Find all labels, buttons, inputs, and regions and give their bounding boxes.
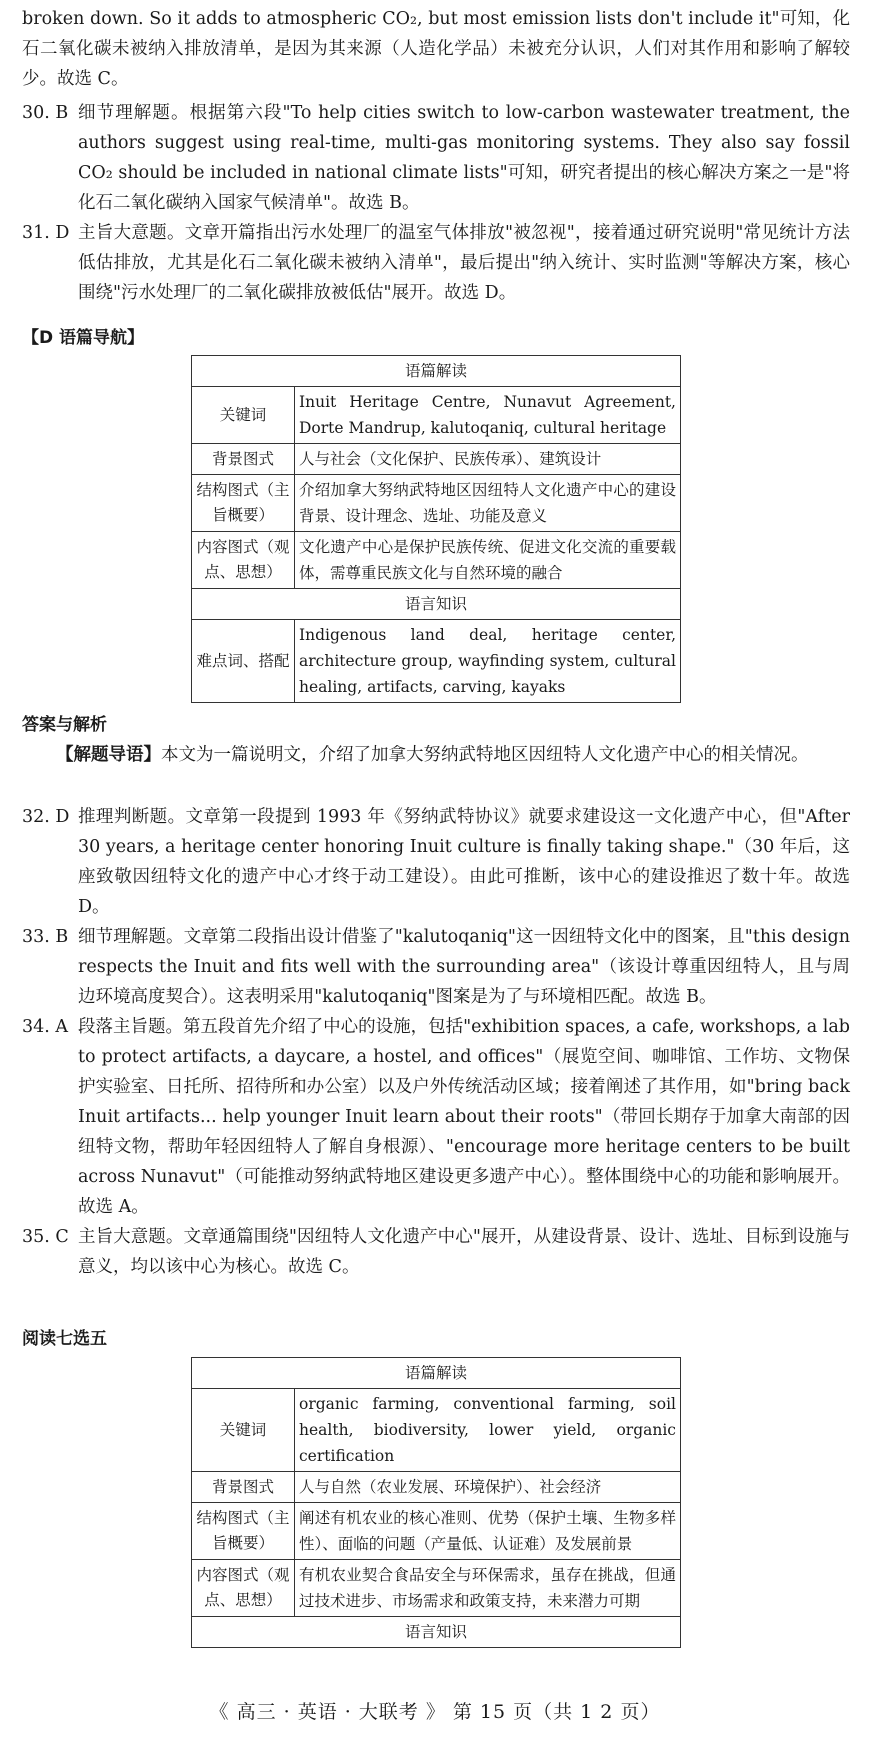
row-content: 文化遗产中心是保护民族传统、促进文化交流的重要载体，需尊重民族文化与自然环境的融合 bbox=[295, 532, 681, 589]
answer-number: 30. B bbox=[22, 103, 69, 123]
row-label: 背景图式 bbox=[192, 1472, 295, 1503]
row-content: organic farming, conventional farming, soil health, biodiversity, lower yield, organic certification bbox=[295, 1389, 681, 1472]
row-content: 人与社会（文化保护、民族传承）、建筑设计 bbox=[295, 444, 681, 475]
answer-text: 推理判断题。文章第一段提到 1993 年《努纳武特协议》就要求建设这一文化遗产中心，但"After 30 years, a heritage center honoring Inuit culture is finally taking shape."（30 年后，这座致敬因纽特文化的遗产中心才终于动工建设）。由此可推断，该中心的建设推迟了数十年。故选 D。 bbox=[78, 807, 850, 917]
answer-text: 主旨大意题。文章开篇指出污水处理厂的温室气体排放"被忽视"，接着通过研究说明"常见统计方法低估排放，尤其是化石二氧化碳未被纳入清单"，最后提出"纳入统计、实时监测"等解决方案，核心围绕"污水处理厂的二氧化碳排放被低估"展开。故选 D。 bbox=[78, 223, 850, 303]
table-row bbox=[192, 1472, 681, 1503]
answer-item-32 bbox=[22, 802, 850, 922]
table-row bbox=[192, 1560, 681, 1617]
answer-number: 34. A bbox=[22, 1017, 69, 1037]
table-subtitle: 语言知识 bbox=[192, 589, 681, 620]
answer-item-35 bbox=[22, 1222, 850, 1282]
row-content: Inuit Heritage Centre, Nunavut Agreement, Dorte Mandrup, kalutoqaniq, cultural heritage bbox=[295, 387, 681, 444]
table-row bbox=[192, 1389, 681, 1472]
answers-30-31 bbox=[22, 98, 850, 308]
row-label: 关键词 bbox=[192, 387, 295, 444]
table-title: 语篇解读 bbox=[192, 1358, 681, 1389]
top-continuation bbox=[22, 4, 850, 94]
table-row bbox=[192, 444, 681, 475]
answer-text: 主旨大意题。文章通篇围绕"因纽特人文化遗产中心"展开，从建设背景、设计、选址、目标到设施与意义，均以该中心为核心。故选 C。 bbox=[78, 1227, 850, 1277]
table-subtitle: 语言知识 bbox=[192, 1617, 681, 1648]
answer-number: 31. D bbox=[22, 223, 70, 243]
answer-number: 32. D bbox=[22, 807, 70, 827]
guide-text: 本文为一篇说明文，介绍了加拿大努纳武特地区因纽特人文化遗产中心的相关情况。 bbox=[161, 745, 809, 765]
row-label: 结构图式（主旨概要） bbox=[192, 1503, 295, 1560]
continuation-paragraph: broken down. So it adds to atmospheric CO₂, but most emission lists don't include it"可知，化石二氧化碳未被纳入排放清单，是因为其来源（人造化学品）未被充分认识，人们对其作用和影响了解较少。故选 C。 bbox=[22, 9, 850, 89]
discourse-table-seven bbox=[191, 1357, 681, 1648]
row-content: 人与自然（农业发展、环境保护）、社会经济 bbox=[295, 1472, 681, 1503]
guide-label: 【解题导语】 bbox=[56, 745, 161, 765]
row-content: Indigenous land deal, heritage center, architecture group, wayfinding system, cultural healing, artifacts, carving, kayaks bbox=[295, 620, 681, 703]
answer-text: 段落主旨题。第五段首先介绍了中心的设施，包括"exhibition spaces, a cafe, workshops, a lab to protect artifacts, a daycare, a hostel, and offices"（展览空间、咖啡馆、工作坊、文物保护实验室、日托所、招待所和办公室）以及户外传统活动区域；接着阐述了其作用，如"bring back Inuit artifacts... help younger Inuit learn about their roots"（带回长期存于加拿大南部的因纽特文物，帮助年轻因纽特人了解自身根源）、"encourage more heritage centers to be built across Nunavut"（可能推动努纳武特地区建设更多遗产中心）。整体围绕中心的功能和影响展开。故选 A。 bbox=[78, 1017, 850, 1217]
answer-number: 33. B bbox=[22, 927, 69, 947]
seven-choose-five-heading: 阅读七选五 bbox=[22, 1329, 107, 1349]
table-row bbox=[192, 475, 681, 532]
table-row bbox=[192, 387, 681, 444]
row-label: 结构图式（主旨概要） bbox=[192, 475, 295, 532]
table-row bbox=[192, 532, 681, 589]
row-label: 关键词 bbox=[192, 1389, 295, 1472]
answer-item-33 bbox=[22, 922, 850, 1012]
row-content: 介绍加拿大努纳武特地区因纽特人文化遗产中心的建设背景、设计理念、选址、功能及意义 bbox=[295, 475, 681, 532]
row-label: 内容图式（观点、思想） bbox=[192, 1560, 295, 1617]
answer-number: 35. C bbox=[22, 1227, 69, 1247]
guide-paragraph bbox=[22, 740, 850, 770]
answer-text: 细节理解题。根据第六段"To help cities switch to low-carbon wastewater treatment, the authors suggest using real-time, multi-gas monitoring systems. They also say fossil CO₂ should be included in national climate lists"可知，研究者提出的核心解决方案之一是"将化石二氧化碳纳入国家气候清单"。故选 B。 bbox=[78, 103, 850, 213]
table-title: 语篇解读 bbox=[192, 356, 681, 387]
answers-heading: 答案与解析 bbox=[22, 715, 107, 735]
row-label: 内容图式（观点、思想） bbox=[192, 532, 295, 589]
table-row bbox=[192, 620, 681, 703]
row-content: 阐述有机农业的核心准则、优势（保护土壤、生物多样性）、面临的问题（产量低、认证难）及发展前景 bbox=[295, 1503, 681, 1560]
answer-item-31 bbox=[22, 218, 850, 308]
section-d-heading: 【D 语篇导航】 bbox=[22, 328, 145, 348]
row-label: 背景图式 bbox=[192, 444, 295, 475]
answers-32-35 bbox=[22, 802, 850, 1282]
page-footer: 《 高三 · 英语 · 大联考 》 第 15 页（共 1 2 页） bbox=[209, 1701, 661, 1723]
answer-item-34 bbox=[22, 1012, 850, 1222]
row-label: 难点词、搭配 bbox=[192, 620, 295, 703]
answer-item-30 bbox=[22, 98, 850, 218]
discourse-table-d bbox=[191, 355, 681, 703]
answer-text: 细节理解题。文章第二段指出设计借鉴了"kalutoqaniq"这一因纽特文化中的图案，且"this design respects the Inuit and fits well with the surrounding area"（该设计尊重因纽特人，且与周边环境高度契合）。这表明采用"kalutoqaniq"图案是为了与环境相匹配。故选 B。 bbox=[78, 927, 850, 1007]
row-content: 有机农业契合食品安全与环保需求，虽存在挑战，但通过技术进步、市场需求和政策支持，未来潜力可期 bbox=[295, 1560, 681, 1617]
table-row bbox=[192, 1503, 681, 1560]
